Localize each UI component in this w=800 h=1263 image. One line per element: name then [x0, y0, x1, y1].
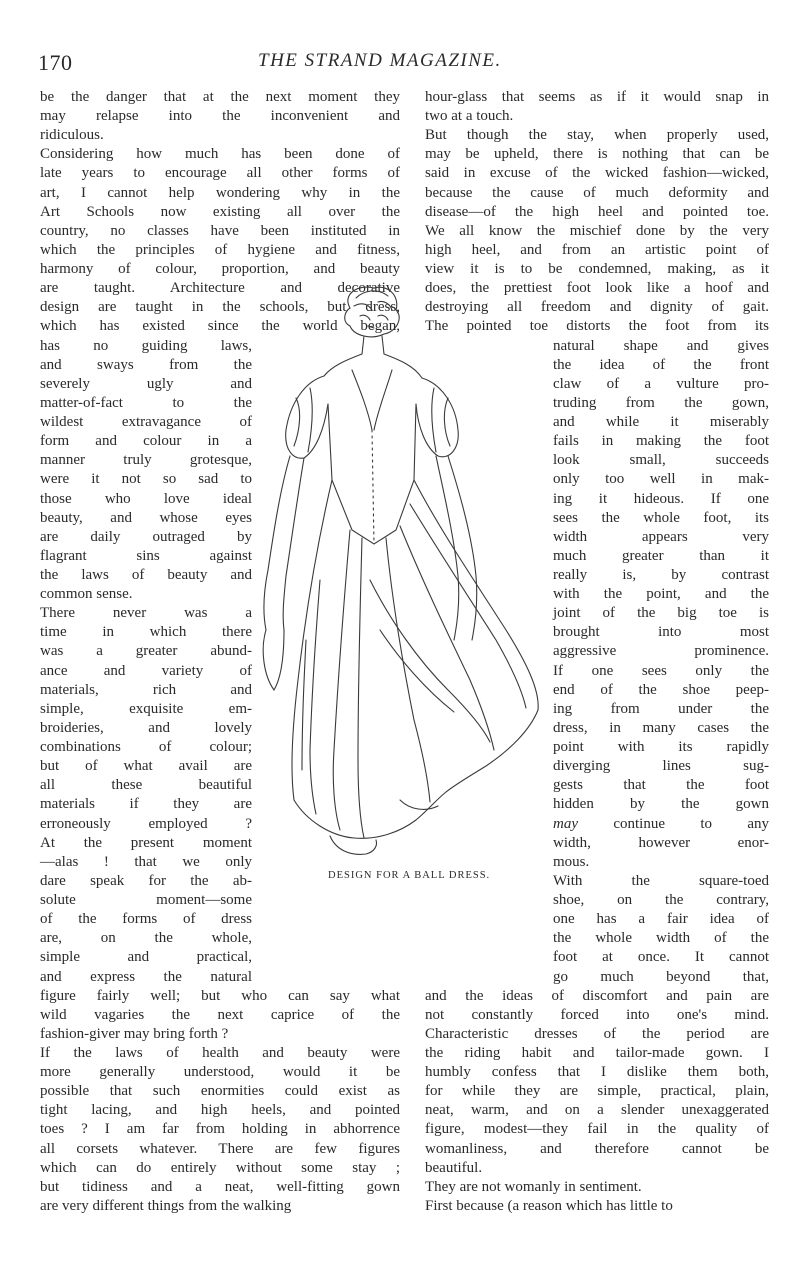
- text-line: with the point, and the: [553, 586, 769, 603]
- text-line: width, however enor-: [553, 834, 769, 851]
- text-line: combinations of colour;: [40, 739, 252, 756]
- text-line: were it not so sad to: [40, 471, 252, 488]
- text-line: really is, by contrast: [553, 567, 769, 583]
- text-line: harmony of colour, proportion, and beauty: [40, 261, 400, 278]
- text-line: one has a fair idea of: [553, 911, 769, 928]
- text-line: fashion-giver may bring forth ?: [40, 1025, 229, 1042]
- figure-caption: DESIGN FOR A BALL DRESS.: [328, 870, 491, 881]
- text-line: tight lacing, and high heels, and pointed: [40, 1102, 400, 1119]
- text-line: There never was a: [40, 605, 252, 622]
- text-line: dress, in many cases the: [553, 719, 769, 736]
- text-line: neat, warm, and on a slender unexaggerated: [425, 1102, 769, 1119]
- text-line: Characteristic dresses of the period are: [425, 1025, 769, 1042]
- text-line: but of what avail are: [40, 758, 252, 775]
- text-line: are daily outraged by: [40, 528, 252, 545]
- text-line: and the ideas of discomfort and pain are: [425, 987, 769, 1004]
- text-line: and express the natural: [40, 968, 252, 985]
- text-line: the whole width of the: [553, 930, 769, 947]
- text-line: natural shape and gives: [553, 337, 769, 354]
- text-line: truding from the gown,: [553, 394, 769, 411]
- text-line: Considering how much has been done of: [40, 146, 400, 163]
- text-line: of the forms of dress: [40, 911, 252, 928]
- text-line: beautiful.: [425, 1159, 483, 1176]
- text-line: ing it hideous. If one: [553, 490, 769, 507]
- text-line: are, on the whole,: [40, 930, 252, 947]
- text-line: high heel, and from an artistic point of: [425, 241, 769, 258]
- text-line: are taught. Architecture and decorative: [40, 280, 400, 297]
- text-line: solute moment—some: [40, 892, 252, 909]
- text-line: materials, rich and: [40, 681, 252, 698]
- text-line: ing from under the: [553, 700, 769, 717]
- text-line: ridiculous.: [40, 127, 104, 144]
- text-line: view it is to be condemned, making, as it: [425, 261, 769, 278]
- text-line: figure, modest—they fail in the quality of: [425, 1121, 769, 1138]
- text-line: because the cause of much deformity and: [425, 184, 769, 201]
- text-line: —alas ! that we only: [40, 853, 252, 870]
- text-line: design are taught in the schools, but dress,: [40, 299, 400, 316]
- text-line: sees the whole foot, its: [553, 509, 769, 526]
- text-line: simple and practical,: [40, 949, 252, 966]
- text-line: point with its rapidly: [553, 739, 769, 756]
- text-line: does, the prettiest foot look like a hoof and: [425, 280, 769, 297]
- text-line: go much beyond that,: [553, 968, 769, 985]
- text-line: more generally understood, would it be: [40, 1064, 400, 1081]
- text-line: possible that such enormities could exist as: [40, 1083, 400, 1100]
- text-line: much greater than it: [553, 547, 769, 564]
- text-line: figure fairly well; but who can say what: [40, 987, 400, 1004]
- text-line: claw of a vulture pro-: [553, 375, 769, 392]
- text-line: erroneously employed ?: [40, 815, 252, 832]
- text-line: hidden by the gown: [553, 796, 769, 813]
- text-line: They are not womanly in sentiment.: [425, 1178, 642, 1195]
- text-line: But though the stay, when properly used,: [425, 127, 769, 144]
- text-line: which the principles of hygiene and fitness,: [40, 241, 400, 258]
- text-line: womanliness, and therefore cannot be: [425, 1140, 769, 1157]
- text-line: hour-glass that seems as if it would snap in: [425, 89, 769, 105]
- text-line: common sense.: [40, 586, 133, 603]
- text-line: look small, succeeds: [553, 452, 769, 469]
- text-line: materials if they are: [40, 796, 252, 813]
- text-line: flagrant sins against: [40, 547, 252, 564]
- text-line: all corsets whatever. There are few figures: [40, 1140, 400, 1157]
- text-line: wildest extravagance of: [40, 414, 252, 431]
- text-line: wild vagaries the next caprice of the: [40, 1006, 400, 1023]
- text-line: If the laws of health and beauty were: [40, 1045, 400, 1061]
- text-line: the riding habit and tailor-made gown. I: [425, 1045, 769, 1061]
- text-line: dare speak for the ab-: [40, 872, 252, 889]
- text-line: We all know the mischief done by the very: [425, 222, 769, 239]
- text-line: brought into most: [553, 624, 769, 641]
- text-line: but tidiness and a neat, well-fitting gown: [40, 1178, 400, 1195]
- text-line: simple, exquisite em-: [40, 700, 252, 717]
- text-line: destroying all freedom and dignity of gait.: [425, 299, 769, 316]
- text-line: shoe, on the contrary,: [553, 892, 769, 909]
- text-line: may relapse into the inconvenient and: [40, 108, 400, 125]
- page-header: [0, 50, 800, 80]
- text-line: joint of the big toe is: [553, 605, 769, 622]
- page-number: 170: [38, 50, 73, 75]
- text-line: all these beautiful: [40, 777, 252, 794]
- text-line: late years to encourage all other forms of: [40, 165, 400, 182]
- text-line: beauty, and whose eyes: [40, 509, 252, 526]
- text-line: toes ? I am far from holding in abhorrence: [40, 1121, 400, 1138]
- text-line: country, no classes have been instituted in: [40, 222, 400, 239]
- text-line: the laws of beauty and: [40, 567, 252, 583]
- text-line: matter-of-fact to the: [40, 394, 252, 411]
- text-line: width appears very: [553, 528, 769, 545]
- text-line: be the danger that at the next moment they: [40, 89, 400, 105]
- text-line: Art Schools now existing all over the: [40, 203, 400, 220]
- text-line: not constantly forced into one's mind.: [425, 1006, 769, 1023]
- text-line: broideries, and lovely: [40, 719, 252, 736]
- text-line: time in which there: [40, 624, 252, 641]
- text-line: fails in making the foot: [553, 433, 769, 450]
- text-line: end of the shoe peep-: [553, 681, 769, 698]
- text-line: gests that the foot: [553, 777, 769, 794]
- text-line: those who love ideal: [40, 490, 252, 507]
- text-line: may be upheld, there is nothing that can be: [425, 146, 769, 163]
- running-title: THE STRAND MAGAZINE.: [258, 50, 502, 71]
- text-line: First because (a reason which has little to: [425, 1197, 673, 1214]
- text-line: severely ugly and: [40, 375, 252, 392]
- text-line: may continue to any: [553, 815, 769, 832]
- text-line: At the present moment: [40, 834, 252, 851]
- text-line: foot at once. It cannot: [553, 949, 769, 966]
- text-line: two at a touch.: [425, 108, 514, 125]
- text-line: diverging lines sug-: [553, 758, 769, 775]
- text-line: art, I cannot help wondering why in the: [40, 184, 400, 201]
- text-line: which has existed since the world began,: [40, 318, 400, 335]
- text-line: was a greater abund-: [40, 643, 252, 660]
- text-line: said in excuse of the wicked fashion—wicked,: [425, 165, 769, 182]
- text-line: ance and variety of: [40, 662, 252, 679]
- text-line: manner truly grotesque,: [40, 452, 252, 469]
- text-line: The pointed toe distorts the foot from its: [425, 318, 769, 335]
- text-line: If one sees only the: [553, 662, 769, 679]
- text-line: has no guiding laws,: [40, 337, 252, 354]
- text-line: mous.: [553, 853, 590, 870]
- text-line: and sways from the: [40, 356, 252, 373]
- text-line: humbly confess that I dislike them both,: [425, 1064, 769, 1081]
- text-line: disease—of the high heel and pointed toe.: [425, 203, 769, 220]
- text-line: are very different things from the walking: [40, 1197, 292, 1214]
- text-line: which can do entirely without some stay ;: [40, 1159, 400, 1176]
- text-line: for while they are simple, practical, plain,: [425, 1083, 769, 1100]
- text-line: With the square-toed: [553, 872, 769, 889]
- text-line: aggressive prominence.: [553, 643, 769, 660]
- text-line: only too well in mak-: [553, 471, 769, 488]
- text-line: the idea of the front: [553, 356, 769, 373]
- text-line: form and colour in a: [40, 433, 252, 450]
- text-line: and while it miserably: [553, 414, 769, 431]
- ball-dress-illustration: [250, 280, 545, 870]
